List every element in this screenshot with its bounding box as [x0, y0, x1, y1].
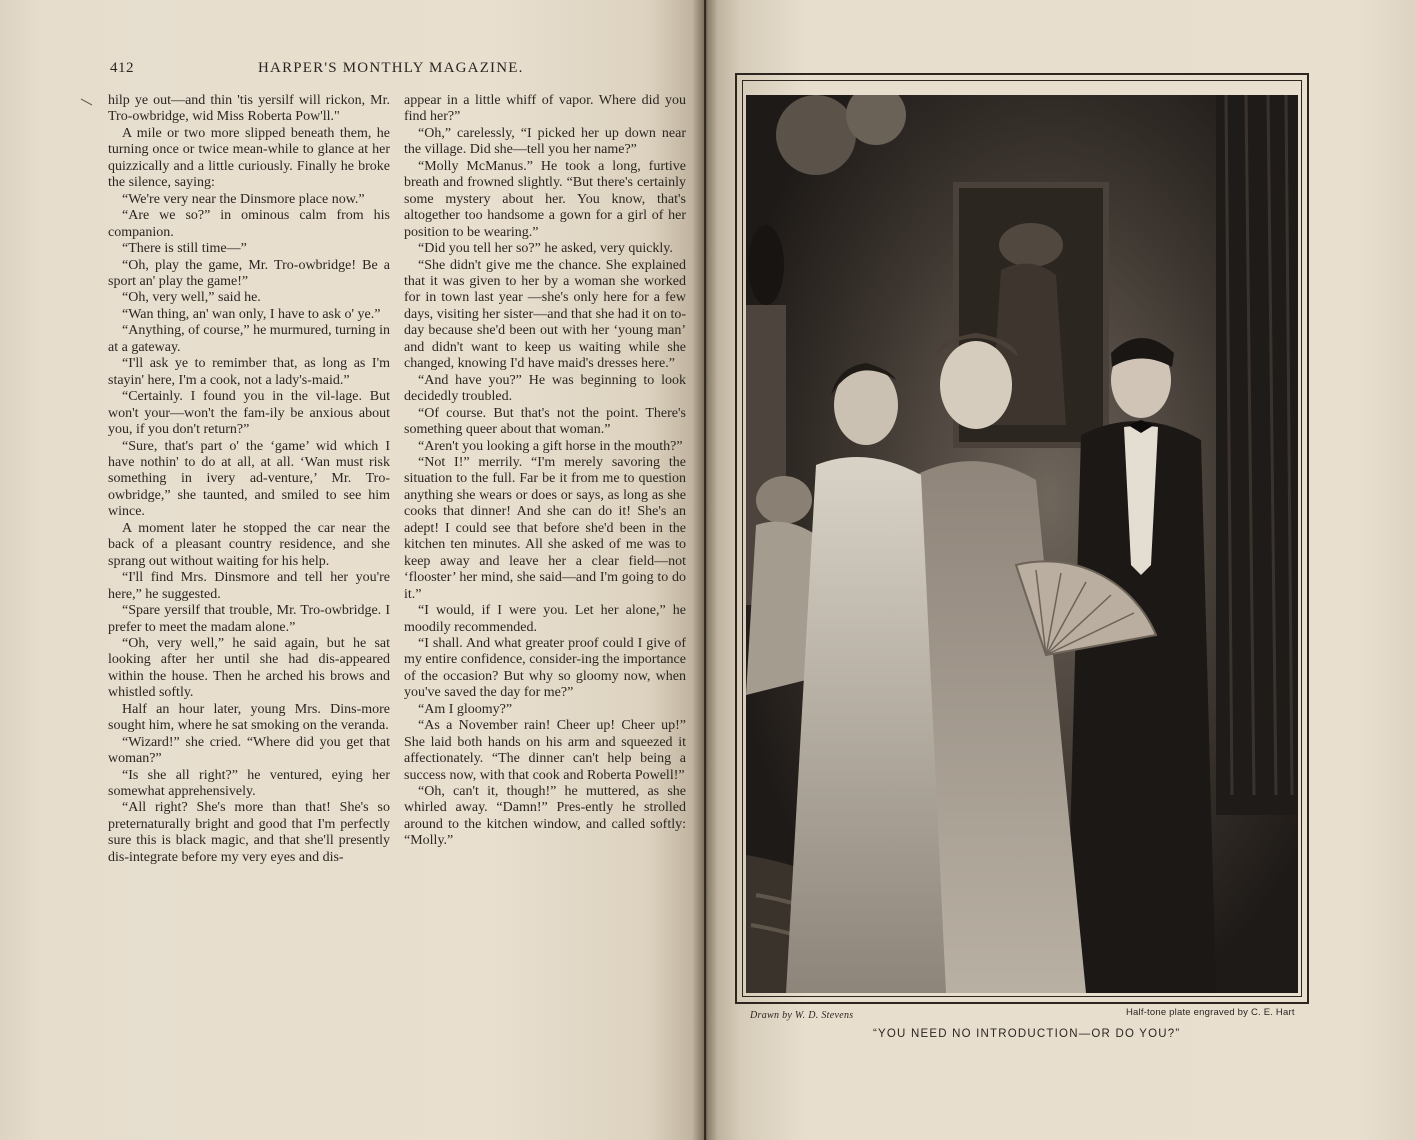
- artist-credit: Drawn by W. D. Stevens: [750, 1010, 854, 1021]
- paragraph: “Oh, can't it, though!” he muttered, as she whirled away. “Damn!” Pres-ently he strolled around to the kitchen window, and called softly: “Molly.”: [404, 784, 686, 849]
- paragraph: hilp ye out—and thin 'tis yersilf will rickon, Mr. Tro-owbridge, wid Miss Roberta Pow'll.": [108, 93, 390, 125]
- paragraph: “All right? She's more than that! She's so preternaturally bright and good that I'm perfectly sure this is black magic, and that she'll presently dis-integrate before my very eyes and dis-: [108, 800, 390, 865]
- plate-caption: “YOU NEED NO INTRODUCTION—OR DO YOU?”: [873, 1028, 1181, 1040]
- paragraph: “Are we so?” in ominous calm from his companion.: [108, 208, 390, 240]
- paragraph: “Of course. But that's not the point. There's something queer about that woman.”: [404, 405, 686, 438]
- paragraph: “Spare yersilf that trouble, Mr. Tro-owbridge. I prefer to meet the madam alone.”: [108, 603, 390, 635]
- paragraph: “Am I gloomy?”: [418, 701, 513, 717]
- running-head: [110, 60, 684, 82]
- paragraph: Half an hour later, young Mrs. Dins-more sought him, where he sat smoking on the veranda.: [108, 701, 390, 734]
- paragraph: appear in a little whiff of vapor. Where did you find her?”: [404, 93, 686, 125]
- paragraph: “Aren't you looking a gift horse in the mouth?”: [418, 438, 683, 454]
- page-number: 412: [110, 60, 134, 76]
- paragraph: A mile or two more slipped beneath them, he turning once or twice mean-while to glance at her quizzically and a little curiously. Finally he broke the silence, saying:: [108, 125, 390, 191]
- paragraph: “She didn't give me the chance. She explained that it was given to her by a woman she worked for in town last year —she's only here for a few days, visiting her sister—and that she had it on to-day because she'd been out with her ‘young man’ and didn't want to keep us waiting while she changed, knowing I'd have maid's dresses here.”: [404, 257, 686, 372]
- paragraph: “Oh, very well,” said he.: [122, 290, 261, 306]
- magazine-title: HARPER'S MONTHLY MAGAZINE.: [258, 60, 524, 76]
- paragraph: “Anything, of course,” he murmured, turning in at a gateway.: [108, 323, 390, 355]
- text-column-right: [404, 93, 686, 1038]
- paragraph: “Did you tell her so?” he asked, very quickly.: [418, 241, 673, 257]
- paragraph: “There is still time—”: [122, 241, 247, 257]
- paragraph: “Molly McManus.” He took a long, furtive breath and frowned slightly. “But there's certainly some mystery about her. You know, that's altogether too handsome a gown for a girl of her position to be wearing.”: [404, 158, 686, 240]
- paragraph: “And have you?” He was beginning to look decidedly troubled.: [404, 372, 686, 405]
- book-gutter: [692, 0, 718, 1140]
- paragraph: “We're very near the Dinsmore place now.”: [122, 191, 365, 207]
- halftone-illustration: [746, 95, 1298, 993]
- paragraph: “I would, if I were you. Let her alone,” he moodily recommended.: [404, 603, 686, 635]
- paragraph: “As a November rain! Cheer up! Cheer up!” She laid both hands on his arm and squeezed it affectionately. “The dinner can't help being a success now, with that cook and Roberta Powell!”: [404, 718, 686, 783]
- paragraph: “I'll find Mrs. Dinsmore and tell her you're here,” he suggested.: [108, 570, 390, 602]
- paragraph: A moment later he stopped the car near the back of a pleasant country residence, and she sprang out without waiting for his help.: [108, 520, 390, 569]
- paragraph: “I'll ask ye to remimber that, as long as I'm stayin' here, I'm a cook, not a lady's-maid.”: [108, 356, 390, 388]
- paragraph: “Certainly. I found you in the vil-lage. But won't your—won't the fam-ily be anxious about you, if you don't return?”: [108, 389, 390, 438]
- text-column-left: [108, 93, 390, 1038]
- paragraph: “Oh, very well,” he said again, but he sat looking after her until she had dis-appeared within the house. Then he arched his brows and whistled softly.: [108, 635, 390, 701]
- paragraph: “Wizard!” she cried. “Where did you get that woman?”: [108, 734, 390, 767]
- margin-pencil-mark: [80, 96, 94, 106]
- paragraph: “Is she all right?” he ventured, eying her somewhat apprehensively.: [108, 767, 390, 800]
- paragraph: “Wan thing, an' wan only, I have to ask o' ye.”: [122, 306, 381, 322]
- paragraph: “Sure, that's part o' the ‘game’ wid which I have nothin' to do at all, at all. ‘Wan must risk something in ivery ad-venture,’ Mr. Tro-owbridge,” she taunted, and smiled to see him wince.: [108, 438, 390, 520]
- paragraph: “Not I!” merrily. “I'm merely savoring the situation to the full. Far be it from me to question anything she wears or does or says, as long as she cooks that dinner! And she can do it! She's an adept! I could see that before she'd been in the kitchen ten minutes. All she asked of me was to keep away and leave her a clear field—not ‘flooster’ her mind, she said—and I'm going to do it.”: [404, 454, 686, 602]
- paragraph: “I shall. And what greater proof could I give of my entire confidence, consider-ing the importance of the occasion? But why so gloomy now, when you've saved the day for me?”: [404, 635, 686, 701]
- paragraph: “Oh,” carelessly, “I picked her up down near the village. Did she—tell you her name?”: [404, 125, 686, 158]
- engraver-credit: Half-tone plate engraved by C. E. Hart: [1126, 1007, 1295, 1018]
- paragraph: “Oh, play the game, Mr. Tro-owbridge! Be a sport an' play the game!”: [108, 257, 390, 289]
